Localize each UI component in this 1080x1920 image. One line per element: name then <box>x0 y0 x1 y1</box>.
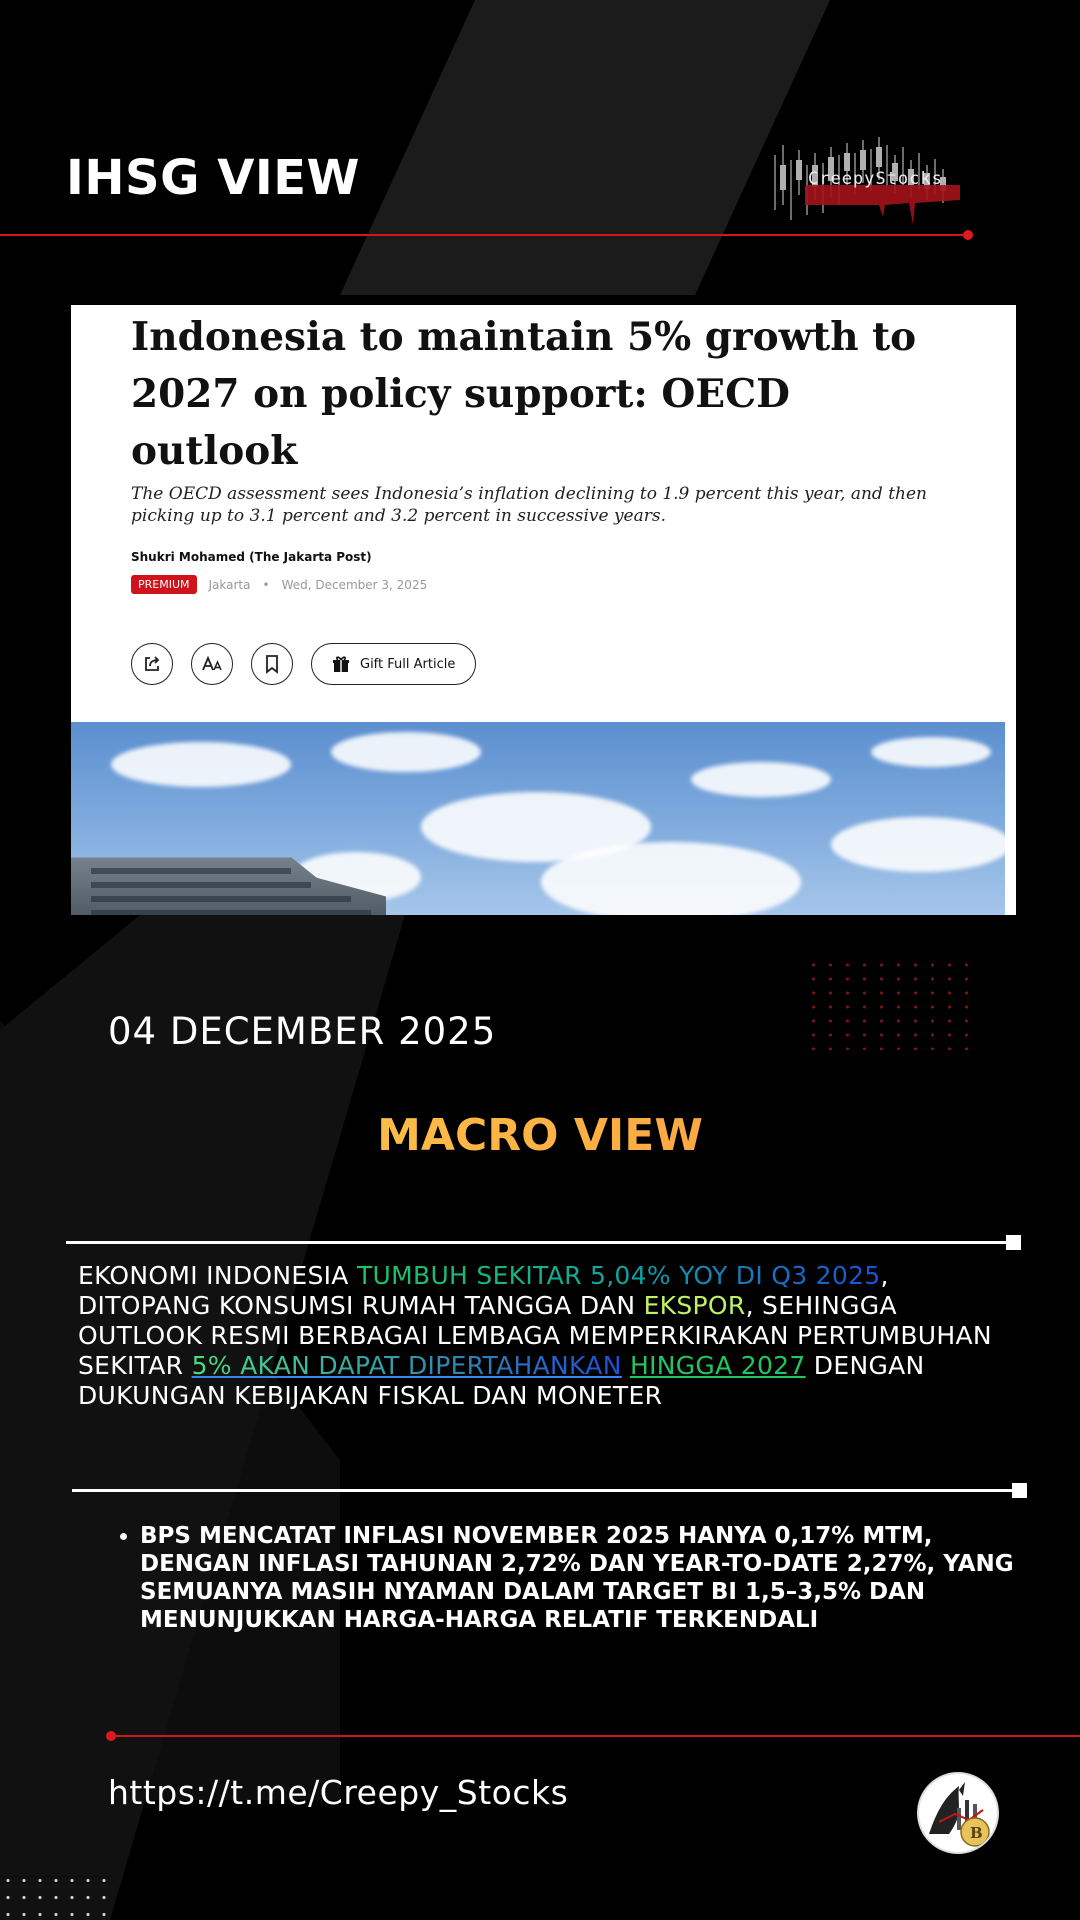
gift-button-label: Gift Full Article <box>360 656 456 672</box>
share-icon <box>142 654 162 674</box>
premium-badge: PREMIUM <box>131 575 197 594</box>
section-divider-bottom <box>72 1489 1022 1492</box>
post-date: 04 DECEMBER 2025 <box>108 1010 497 1053</box>
article-dek: The OECD assessment sees Indonesia’s inflation declining to 1.9 percent this year, and then picking up to 3.1 percent and 3.2 percent in successive years. <box>131 484 927 526</box>
macro-text-space <box>622 1351 630 1380</box>
section-divider-top-marker <box>1006 1235 1021 1250</box>
macro-view-title: MACRO VIEW <box>0 1110 1080 1161</box>
macro-highlight-growth: TUMBUH SEKITAR 5,04% YOY DI Q3 2025 <box>356 1261 881 1290</box>
footer-divider <box>111 1735 1080 1737</box>
bookmark-icon <box>263 654 281 674</box>
avatar <box>917 1772 999 1854</box>
svg-text:B: B <box>970 1824 983 1842</box>
macro-paragraph <box>78 1261 1023 1411</box>
article-headline: Indonesia to maintain 5% growth to 2027 on policy support: OECD outlook <box>131 314 917 474</box>
article-meta <box>131 575 427 594</box>
article-location: Jakarta <box>208 577 251 592</box>
section-divider-top <box>66 1241 1016 1244</box>
footer-divider-dot <box>106 1731 116 1741</box>
decorative-dot-grid-bottom <box>0 1872 112 1920</box>
avatar-bear-bull-icon <box>919 1774 997 1852</box>
bookmark-button[interactable] <box>251 643 293 685</box>
macro-text-3: , SEHINGGA OUTLOOK RESMI BERBAGAI LEMBAGA MEMPERKIRAKAN PERTUMBUHAN SEKITAR <box>78 1291 992 1380</box>
article-toolbar <box>131 643 476 685</box>
macro-highlight-year: HINGGA 2027 <box>629 1351 806 1380</box>
logo-text: CreepyStocks <box>808 169 943 189</box>
section-divider-bottom-marker <box>1012 1483 1027 1498</box>
macro-text-1: EKONOMI INDONESIA <box>78 1261 357 1290</box>
gift-icon <box>332 655 350 673</box>
macro-text-2: , DITOPANG KONSUMSI RUMAH TANGGA DAN <box>78 1261 889 1320</box>
font-size-button[interactable] <box>191 643 233 685</box>
article-author: Shukri Mohamed (The Jakarta Post) <box>131 550 372 564</box>
share-button[interactable] <box>131 643 173 685</box>
telegram-link[interactable]: https://t.me/Creepy_Stocks <box>108 1773 569 1812</box>
article-card <box>71 305 1016 915</box>
list-item: • BPS MENCATAT INFLASI NOVEMBER 2025 HANYA 0,17% MTM, DENGAN INFLASI TAHUNAN 2,72% DAN YEAR-TO-DATE 2,27%, YANG SEMUANYA MASIH NYAMAN DALAM TARGET BI 1,5–3,5% DAN MENUNJUKKAN HARGA-HARGA RELATIF TERKENDALI <box>140 1522 1050 1634</box>
decorative-dot-grid <box>805 958 977 1050</box>
macro-highlight-outlook: 5% AKAN DAPAT DIPERTAHANKAN <box>191 1351 622 1380</box>
meta-separator: • <box>262 577 270 592</box>
macro-highlight-export: EKSPOR <box>643 1291 746 1320</box>
macro-text-4: DENGAN DUKUNGAN KEBIJAKAN FISKAL DAN MONETER <box>78 1351 925 1410</box>
article-hero-image <box>71 722 1005 915</box>
bullet-list <box>100 1522 1050 1634</box>
header-title: IHSG VIEW <box>66 150 360 206</box>
gift-full-article-button[interactable] <box>311 643 476 685</box>
creepystocks-logo <box>765 125 965 235</box>
article-date: Wed, December 3, 2025 <box>281 577 428 592</box>
font-size-icon <box>201 654 223 674</box>
